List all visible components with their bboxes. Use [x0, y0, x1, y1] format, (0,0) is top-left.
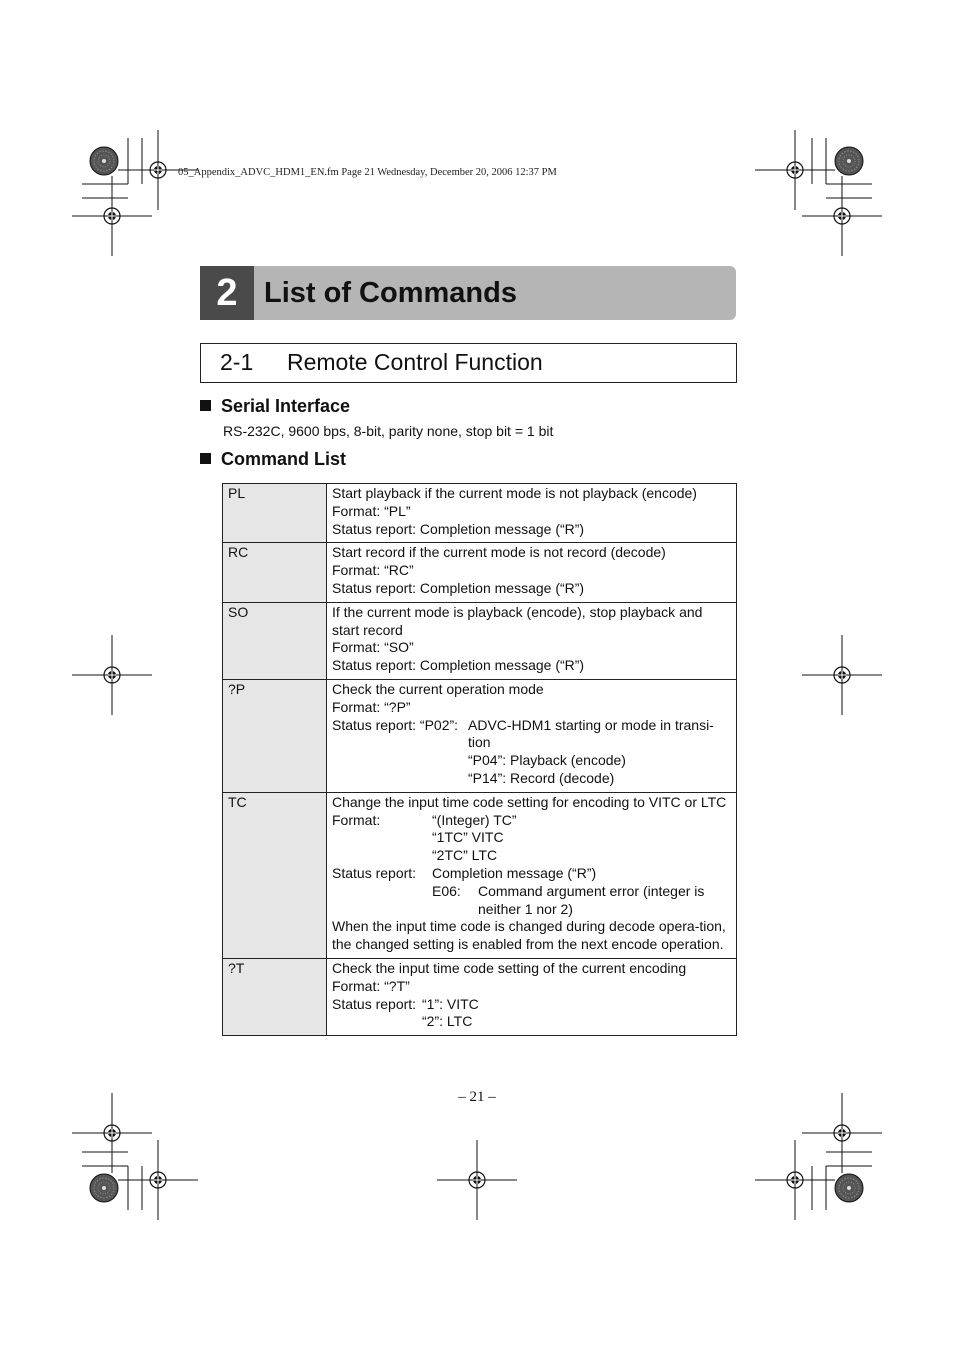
- command-code: TC: [223, 792, 327, 958]
- crosshair-icon: [755, 1140, 835, 1220]
- registration-target-icon: [835, 1174, 863, 1202]
- registration-target-icon: [90, 1174, 118, 1202]
- command-description: [327, 958, 737, 1035]
- crosshair-icon: [802, 176, 882, 256]
- status-report-label: Status report:: [332, 995, 417, 1012]
- command-description: [327, 792, 737, 958]
- crosshair-icon: [802, 635, 882, 715]
- format-value: “2TC” LTC: [432, 847, 498, 864]
- table-row: [223, 958, 737, 1035]
- description-line: Status report: Completion message (“R”): [332, 520, 585, 537]
- table-row: [223, 792, 737, 958]
- status-report-value: “1”: VITC: [422, 995, 479, 1012]
- error-code: E06:: [432, 882, 461, 899]
- status-report-value: ADVC-HDM1 starting or mode in transi-tion: [468, 716, 714, 751]
- chapter-number: 2: [200, 266, 254, 320]
- description-line: Check the current operation mode: [332, 680, 544, 697]
- command-description: [327, 602, 737, 679]
- status-report-value: Completion message (“R”): [432, 864, 597, 881]
- description-line: If the current mode is playback (encode), stop playback and: [332, 603, 703, 620]
- status-report: [332, 996, 732, 1032]
- description-intro: Change the input time code setting for encoding to VITC or LTC: [332, 793, 727, 810]
- table-row: [223, 602, 737, 679]
- description-line: Start playback if the current mode is not playback (encode): [332, 485, 697, 501]
- command-description: [327, 484, 737, 543]
- status-report-value: “P14”: Record (decode): [468, 769, 615, 786]
- status-report-label: Status report:: [332, 864, 417, 881]
- page-number: – 21 –: [458, 1089, 496, 1105]
- square-bullet-icon: [200, 400, 211, 411]
- status-report-value: “2”: LTC: [422, 1013, 473, 1030]
- heading-text: Command List: [221, 449, 347, 469]
- description-note: When the input time code is changed during decode opera-tion, the changed setting is enabled from the next encode operation.: [332, 918, 726, 953]
- status-report-label: Status report: “P02”:: [332, 716, 459, 733]
- status-report: [332, 717, 732, 753]
- description-line: Start record if the current mode is not record (decode): [332, 544, 666, 561]
- command-code: ?T: [223, 958, 327, 1035]
- command-code: SO: [223, 602, 327, 679]
- format-value: “(Integer) TC”: [432, 811, 517, 828]
- crosshair-icon: [437, 1140, 517, 1220]
- crosshair-icon: [118, 1140, 198, 1220]
- heading-text: Serial Interface: [221, 396, 351, 416]
- command-table: [222, 483, 737, 1036]
- format-block: [332, 812, 732, 865]
- print-header: 05_Appendix_ADVC_HDM1_EN.fm Page 21 Wednesday, December 20, 2006 12:37 PM: [178, 167, 557, 178]
- description-line: Format: “?T”: [332, 977, 410, 994]
- description-line: Format: “RC”: [332, 562, 414, 579]
- table-row: [223, 484, 737, 543]
- table-row: [223, 679, 737, 792]
- error-report: [332, 883, 732, 919]
- serial-interface-heading: [200, 396, 350, 417]
- description-line: Format: “SO”: [332, 639, 414, 656]
- serial-interface-text: RS-232C, 9600 bps, 8-bit, parity none, stop bit = 1 bit: [223, 423, 554, 439]
- description-line: Status report: Completion message (“R”): [332, 657, 585, 674]
- command-code: ?P: [223, 679, 327, 792]
- chapter-title: List of Commands: [264, 277, 517, 309]
- status-report-value: “P04”: Playback (encode): [468, 752, 626, 769]
- section-heading-box: [200, 343, 737, 383]
- format-value: “1TC” VITC: [432, 829, 504, 846]
- square-bullet-icon: [200, 453, 211, 464]
- error-text: Command argument error (integer is neither 1 nor 2): [478, 882, 705, 917]
- section-title: Remote Control Function: [287, 349, 543, 375]
- description-line: Status report: Completion message (“R”): [332, 579, 585, 596]
- registration-target-icon: [835, 147, 863, 175]
- description-line: start record: [332, 621, 403, 638]
- command-description: [327, 679, 737, 792]
- description-line: Format: “?P”: [332, 698, 411, 715]
- table-row: [223, 543, 737, 602]
- description-line: Check the input time code setting of the current encoding: [332, 959, 687, 976]
- crosshair-icon: [72, 635, 152, 715]
- status-report: [332, 865, 732, 883]
- command-code: RC: [223, 543, 327, 602]
- format-label: Format:: [332, 811, 381, 828]
- section-number: 2-1: [220, 349, 254, 375]
- command-description: [327, 543, 737, 602]
- command-code: PL: [223, 484, 327, 543]
- registration-target-icon: [90, 147, 118, 175]
- command-list-heading: [200, 449, 346, 470]
- crosshair-icon: [72, 176, 152, 256]
- crosshair-icon: [755, 130, 835, 210]
- description-line: Format: “PL”: [332, 502, 411, 519]
